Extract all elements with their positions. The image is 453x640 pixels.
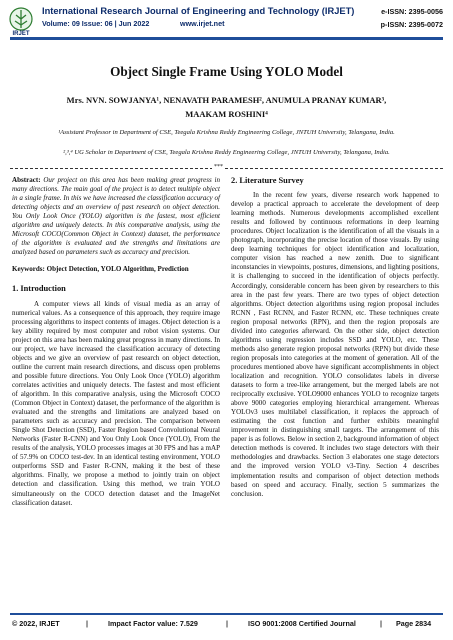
- abstract-text: Our project on this area has been making great progress in many directions. The main goal of the project is to detect multiple object in a single frame. In this we have increased the classification accuracy of detecting objects and an overview of past research on object detection. You Only Look Once (YOLO) algorithm is the fastest, most efficient algorithm and uniquely detects. In this comparative analysis, using the Microsoft COCO(Common Object in Context) dataset, the performance of the algorithm is evaluated and the strengths and limitations are analyzed based on parameters such as accuracy and precision.: [12, 176, 220, 257]
- page-number: Page 2834: [396, 619, 432, 628]
- section-separator: [10, 168, 443, 169]
- footer-separator: |: [380, 619, 383, 628]
- introduction-heading: 1. Introduction: [12, 284, 66, 294]
- author-list: [20, 93, 433, 121]
- journal-website-link[interactable]: www.irjet.net: [180, 19, 225, 28]
- impact-factor: Impact Factor value: 7.529: [108, 619, 198, 628]
- footer-separator: |: [226, 619, 229, 628]
- footer-separator: |: [86, 619, 89, 628]
- header-divider: [10, 37, 443, 40]
- abstract-label: Abstract:: [12, 176, 41, 184]
- footer-divider: [10, 613, 443, 615]
- page-footer: [0, 619, 453, 633]
- authors-line-2: MAAKAM ROSHINI⁴: [185, 109, 268, 119]
- authors-line-1: Mrs. NVN. SOWJANYA¹, NENAVATH PARAMESH², ANUMULA PRANAY KUMAR³,: [66, 95, 387, 105]
- p-issn: p-ISSN: 2395-0072: [380, 20, 443, 29]
- journal-header: [0, 0, 453, 44]
- literature-survey-text: In the recent few years, diverse research work happened to develop a practical approach to accelerate the development of deep learning methods. Numerous developments accomplished excellent results and followed by continuous reformations in deep learning procedures. Object localization is the identification of all the visuals in a photograph, incorporating the precise location of those visuals. By using deep learning techniques for object identification and localization, computer vision has reached a new zenith. Due to significant inconstancies in viewpoints, postures, dimensions, and lighting positions, it is challenging to succeed in the identification of objects perfectly. Accordingly, considerable concern has been given by researchers to this area in the past few years. There are two types of object detection algorithms. Object detection algorithms using region proposal includes RCNN , Fast RCNN, and Faster RCNN, etc. These techniques create region proposal networks (RPN), and then the region proposals are divided into categories afterward. On the other side, object detection algorithms using regression includes SSD and YOLO, etc. These methods also generate region proposal networks (RPN) but divide these region proposals into categories at the moment of generation. All of the procedures mentioned above have significant accomplishments in object localization and recognition. YOLO consolidates labels in diverse datasets to form a tree-like arrangement, but the merged labels are not reciprocally exclusive. YOLO9000 enhances YOLO to recognize targets above 9000 categories employing hierarchical arrangement. Whereas YOLOv3 uses multilabel classification, it replaces the approach of estimating the cost function and further exhibits meaningful improvement in distinguishing small targets. The arrangement of this paper is as follows. Below in section 2, background information of object detection methods is covered. It includes two stage detectors with their methodologies and drawbacks. Section 3 elaborates one stage detectors and the improved version YOLO v3-Tiny. Section 4 describes implementation results and comparison of object detection methods based on speed and accuracy. Finally, section 5 summarizes the conclusion.: [231, 191, 439, 498]
- paper-title: Object Single Frame Using YOLO Model: [110, 64, 343, 79]
- e-issn: e-ISSN: 2395-0056: [381, 7, 443, 16]
- abstract: [12, 176, 220, 257]
- volume-info: Volume: 09 Issue: 06 | Jun 2022: [42, 19, 150, 28]
- irjet-logo: [6, 6, 36, 36]
- copyright: © 2022, IRJET: [12, 619, 60, 628]
- logo-text: IRJET: [12, 31, 30, 36]
- separator-mark: ***: [214, 164, 223, 170]
- affiliation-2: ²,³,⁴ UG Scholar in Department of CSE, Teegala Krishna Reddy Engineering College, JNTUH University, Telangana, India.: [63, 149, 390, 156]
- affiliation-1: ¹Assistant Professor in Department of CSE, Teegala Krishna Reddy Engineering College, JNTUH University, Telangana, India.: [58, 129, 395, 136]
- keywords: Keywords: Object Detection, YOLO Algorithm, Prediction: [12, 265, 189, 274]
- journal-title: International Research Journal of Engineering and Technology (IRJET): [42, 6, 355, 16]
- left-column: [12, 176, 220, 508]
- literature-survey-heading: 2. Literature Survey: [231, 176, 304, 185]
- introduction-text: A computer views all kinds of visual media as an array of numerical values. As a consequence of this approach, they require image processing algorithms to inspect contents of images. Object detection is a key ability required by most computer and robot vision systems. Our project on this area has been making great progress in many directions. In our project, we have increased the classification accuracy of detecting objects and we give an overview of past research on object detection, outline the current main research directions, and discuss open problems and possible future directions. You Only Look Once (YOLO) algorithm correlates activities and uniquely detects. The fastest and most efficient of algorithm. In this comparative analysis, using the Microsoft COCO (Common Object in Context) dataset, the performance of the algorithm is evaluated and the strengths and limitations are analyzed based on parameters such as accuracy and precision. The comparison between Single Shot Detection (SSD), Faster Region based Convolutional Neural Networks (Faster R-CNN) and You Only Look Once (YOLO), From the results of the analysis, YOLO processes images at 30 FPS and has a mAP of 57.9% on COCO test-dev. In an identical testing environment, YOLO outperforms SSD and Faster R-CNN, making it the best of these algorithms. Finally, we propose a method to jointly train on object detection and classification. Using this method, we train YOLO simultaneously on the COCO detection dataset and the ImageNet classification dataset.: [12, 299, 221, 507]
- iso-certification: ISO 9001:2008 Certified Journal: [248, 619, 356, 628]
- right-column: [231, 176, 439, 499]
